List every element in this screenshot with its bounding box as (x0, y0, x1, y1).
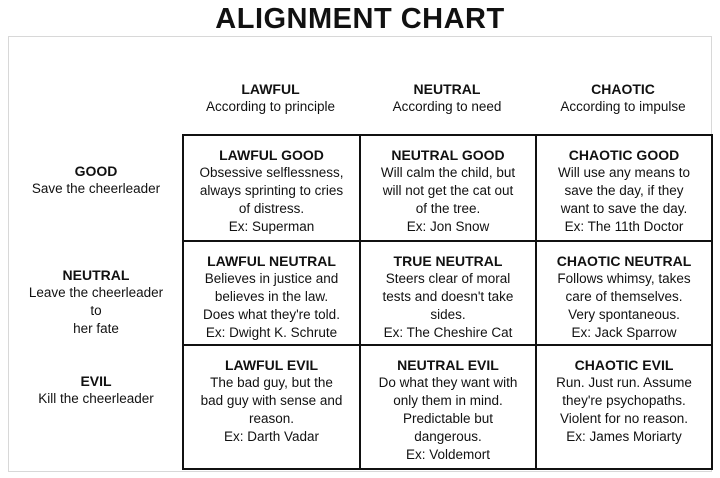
cell-title: LAWFUL EVIL (224, 357, 319, 373)
cell-desc-line: dangerous. (414, 429, 482, 444)
cell-desc-line: of distress. (238, 201, 305, 216)
cell-example: Ex: Darth Vadar (223, 429, 320, 444)
cell-desc-line: Very spontaneous. (568, 307, 680, 322)
cell-desc-line: The bad guy, but the (210, 375, 333, 390)
cell-chaotic-evil (537, 346, 711, 468)
cell-true-neutral (361, 242, 537, 346)
column-header-desc: According to principle (205, 99, 336, 114)
cell-lawful-neutral (184, 242, 361, 346)
cell-lawful-evil (184, 346, 361, 468)
cell-desc-line: of the tree. (415, 201, 481, 216)
cell-desc-line: Obsessive selflessness, (199, 165, 344, 180)
cell-example: Ex: Jack Sparrow (571, 325, 677, 340)
column-header-lawful (182, 80, 359, 126)
cell-desc-line: believes in the law. (214, 289, 329, 304)
column-header-title: NEUTRAL (413, 81, 481, 97)
cell-desc-line: bad guy with sense and (200, 393, 343, 408)
cell-example: Ex: The 11th Doctor (564, 219, 684, 234)
cell-desc-line: want to save the day. (560, 201, 688, 216)
cell-desc-line: Steers clear of moral (385, 271, 511, 286)
cell-title: NEUTRAL GOOD (391, 147, 505, 163)
cell-desc-line: sides. (430, 307, 466, 322)
row-header-desc: Leave the cheerleader (28, 285, 164, 300)
row-header-title: NEUTRAL (62, 267, 130, 283)
cell-example: Ex: Superman (228, 219, 315, 234)
row-header-desc: Save the cheerleader (31, 181, 161, 196)
cell-title: CHAOTIC GOOD (568, 147, 680, 163)
row-header-evil (14, 372, 178, 408)
cell-example: Ex: Dwight K. Schrute (205, 325, 338, 340)
cell-chaotic-neutral (537, 242, 711, 346)
cell-desc-line: Believes in justice and (204, 271, 339, 286)
cell-title: LAWFUL GOOD (219, 147, 324, 163)
cell-desc-line: Do what they want with (378, 375, 518, 390)
cell-title: LAWFUL NEUTRAL (207, 253, 336, 269)
cell-neutral-evil (361, 346, 537, 468)
cell-chaotic-good (537, 136, 711, 242)
column-header-chaotic (535, 80, 711, 126)
cell-desc-line: Run. Just run. Assume (556, 375, 692, 390)
cell-desc-line: tests and doesn't take (382, 289, 514, 304)
chart-title: ALIGNMENT CHART (215, 3, 505, 35)
cell-example: Ex: The Cheshire Cat (383, 325, 513, 340)
cell-title: NEUTRAL EVIL (397, 357, 499, 373)
column-header-desc: According to impulse (560, 99, 686, 114)
cell-lawful-good (184, 136, 361, 242)
cell-desc-line: only them in mind. (393, 393, 503, 408)
cell-example: Ex: Jon Snow (406, 219, 490, 234)
cell-title: CHAOTIC EVIL (574, 357, 674, 373)
cell-desc-line: Follows whimsy, takes (557, 271, 691, 286)
cell-desc-line: care of themselves. (565, 289, 683, 304)
column-header-neutral (359, 80, 535, 126)
cell-title: CHAOTIC NEUTRAL (556, 253, 692, 269)
column-header-title: CHAOTIC (591, 81, 655, 97)
cell-desc-line: Violent for no reason. (559, 411, 689, 426)
row-header-title: EVIL (80, 373, 112, 389)
row-header-title: GOOD (74, 163, 118, 179)
row-header-desc: to (90, 303, 102, 318)
cell-desc-line: save the day, if they (564, 183, 684, 198)
alignment-grid (182, 134, 713, 470)
cell-title: TRUE NEUTRAL (393, 253, 503, 269)
cell-desc-line: they're psychopaths. (562, 393, 686, 408)
cell-desc-line: Will use any means to (557, 165, 691, 180)
cell-neutral-good (361, 136, 537, 242)
row-header-good (14, 162, 178, 198)
column-header-desc: According to need (392, 99, 502, 114)
cell-desc-line: reason. (248, 411, 295, 426)
column-header-title: LAWFUL (241, 81, 300, 97)
cell-desc-line: Will calm the child, but (380, 165, 516, 180)
row-header-neutral (14, 266, 178, 338)
cell-example: Ex: James Moriarty (566, 429, 682, 444)
cell-desc-line: Predictable but (402, 411, 494, 426)
row-header-desc: her fate (73, 321, 119, 336)
cell-desc-line: Does what they're told. (203, 307, 340, 322)
cell-desc-line: will not get the cat out (382, 183, 514, 198)
cell-example: Ex: Voldemort (405, 447, 491, 462)
cell-desc-line: always sprinting to cries (199, 183, 344, 198)
row-header-desc: Kill the cheerleader (38, 391, 154, 406)
